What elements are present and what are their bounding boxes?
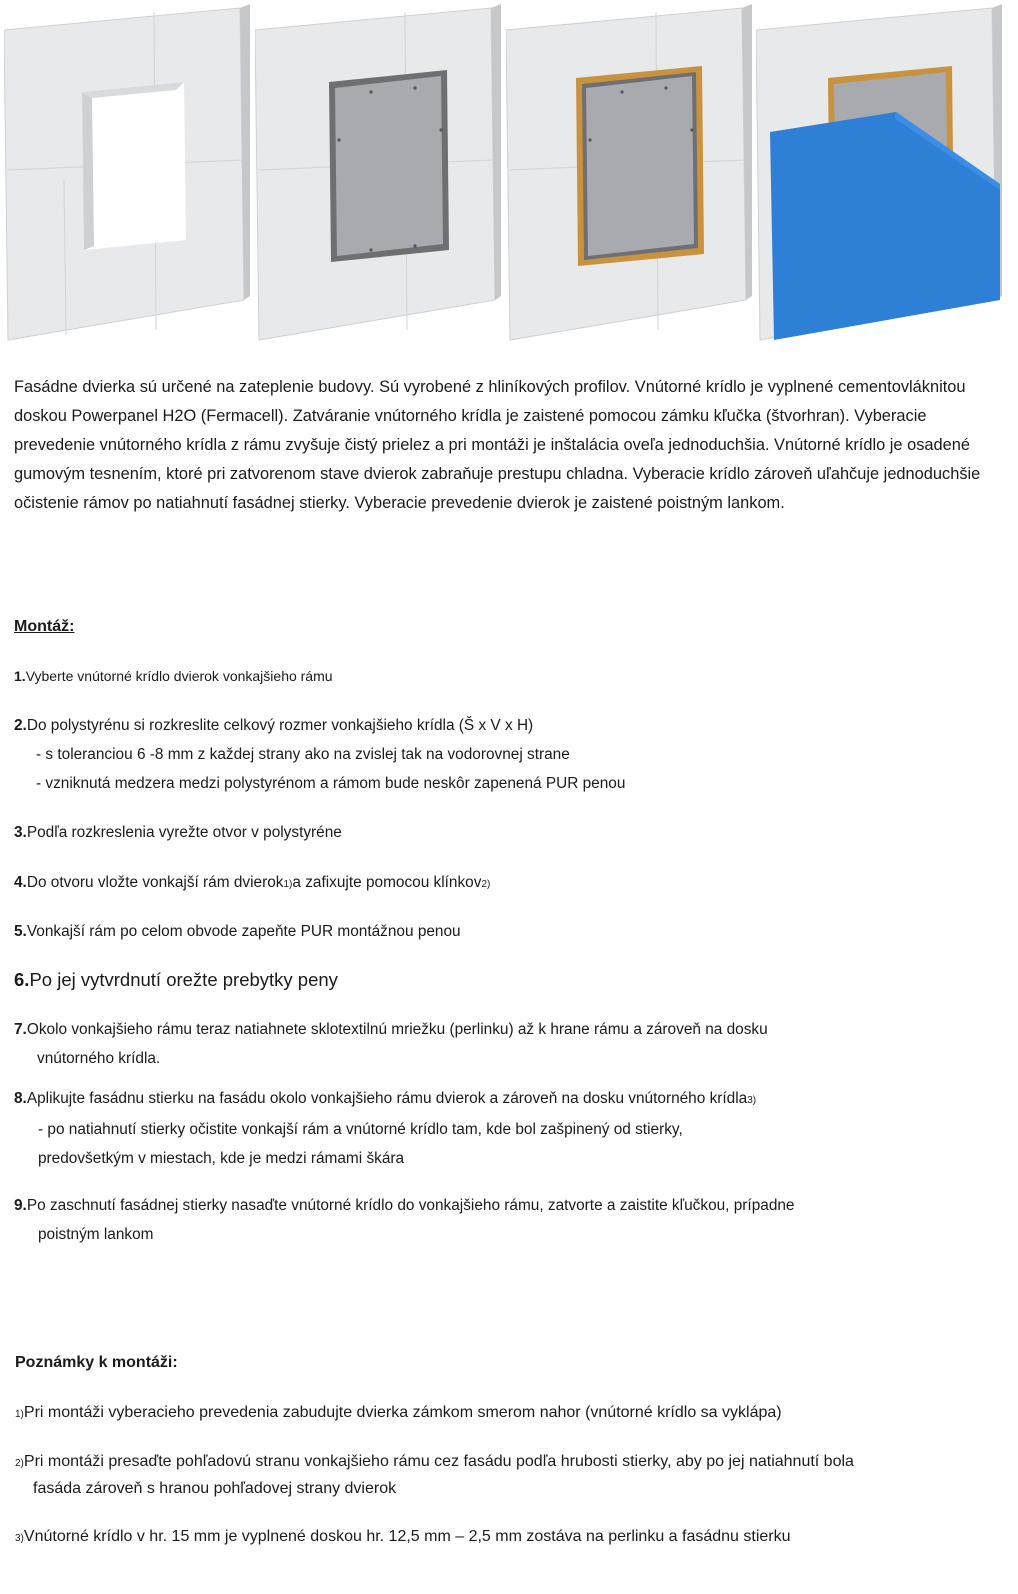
intro-paragraph: Fasádne dvierka sú určené na zateplenie budovy. Sú vyrobené z hliníkových profilov. Vnútorné krídlo je vyplnené cementovláknitou doskou Powerpanel H2O (Fermacell). Zatváranie vnútorného krídla je zaistené pomocou zámku kľučka (štvorhran). Vyberacie prevedenie vnútorného krídla z rámu zvyšuje čistý prielez a pri montáži je inštalácia oveľa jednoduchšia. Vnútorné krídlo je osadené gumovým tesnením, ktoré pri zatvorenom stave dvierok zabraňuje prestupu chladna. Vyberacie krídlo zároveň uľahčuje jednoduchšie očistenie rámov po natiahnutí fasádnej stierky. Vyberacie prevedenie dvierok je zaistené poistným lankom. xyxy=(14,378,981,512)
step-number: 4. xyxy=(14,874,27,891)
step-sub-line: - vzniknutá medzera medzi polystyrénom a rámom bude neskôr zapenená PUR penou xyxy=(36,775,626,792)
footnote-ref: 1) xyxy=(283,879,293,890)
montaz-step-7 xyxy=(14,1015,768,1073)
step-text: Okolo vonkajšieho rámu teraz natiahnete sklotextilnú mriežku (perlinku) až k hrane rámu a zároveň na dosku xyxy=(26,1021,768,1038)
montaz-step-9 xyxy=(14,1191,795,1249)
step-sub-line: vnútorného krídla. xyxy=(37,1050,161,1067)
note-text: Vnútorné krídlo v hr. 15 mm je vyplnené doskou hr. 12,5 mm – 2,5 mm zostáva na perlinku a fasádnu stierku xyxy=(23,1528,791,1545)
footnote-ref: 2) xyxy=(481,879,491,890)
step-text: Do otvoru vložte vonkajší rám dvierok xyxy=(26,874,284,891)
step-text: Vyberte vnútorné krídlo dvierok vonkajšieho rámu xyxy=(25,668,333,684)
step-number: 8. xyxy=(14,1090,27,1107)
montaz-step-4 xyxy=(14,868,490,899)
illustration-step-foam-frame xyxy=(506,0,752,346)
note-index: 3) xyxy=(15,1533,24,1544)
montaz-step-1 xyxy=(14,666,333,686)
step-text: Do polystyrénu si rozkreslite celkový rozmer vonkajšieho krídla (Š x V x H) xyxy=(26,717,534,734)
montaz-heading: Montáž: xyxy=(14,618,75,635)
note-text: Pri montáži presaďte pohľadovú stranu vonkajšieho rámu cez fasádu podľa hrubosti stierky, aby po jej natiahnutí bola xyxy=(23,1453,854,1470)
montaz-step-6 xyxy=(14,966,338,994)
step-number: 9. xyxy=(14,1197,27,1214)
step-number: 2. xyxy=(14,717,27,734)
step-number: 1. xyxy=(14,668,26,684)
note-1 xyxy=(15,1400,782,1427)
step-text: Po jej vytvrdnutí orežte prebytky peny xyxy=(29,969,338,990)
wall-frame-image xyxy=(255,0,501,346)
note-index: 2) xyxy=(15,1458,24,1469)
step-text: Vonkajší rám po celom obvode zapeňte PUR montážnou penou xyxy=(26,923,461,940)
step-text: Aplikujte fasádnu stierku na fasádu okolo vonkajšieho rámu dvierok a zároveň na dosku vnútorného krídla xyxy=(26,1090,748,1107)
note-3 xyxy=(15,1524,791,1551)
note-2 xyxy=(15,1449,854,1501)
step-number: 5. xyxy=(14,923,27,940)
montaz-step-3 xyxy=(14,818,342,847)
step-text: Po zaschnutí fasádnej stierky nasaďte vnútorné krídlo do vonkajšieho rámu, zatvorte a zaistite kľučkou, prípadne xyxy=(26,1197,795,1214)
footnote-ref: 3) xyxy=(747,1095,757,1106)
montaz-step-8 xyxy=(14,1084,756,1173)
step-sub-line: predovšetkým v miestach, kde je medzi rámami škára xyxy=(38,1150,405,1167)
step-text: a zafixujte pomocou klínkov xyxy=(292,874,482,891)
montaz-step-2 xyxy=(14,711,625,798)
step-sub-line: - s toleranciou 6 -8 mm z každej strany ako na zvislej tak na vodorovnej strane xyxy=(36,746,570,763)
illustration-step-insert-frame xyxy=(255,0,501,346)
montaz-step-5 xyxy=(14,917,461,946)
illustration-strip xyxy=(0,0,1018,350)
step-number: 3. xyxy=(14,824,27,841)
wall-plaster-image xyxy=(756,0,1002,346)
wall-foam-image xyxy=(506,0,752,346)
note-index: 1) xyxy=(15,1409,24,1420)
illustration-step-cut-opening xyxy=(4,0,250,346)
wall-opening-image xyxy=(4,0,250,346)
step-sub-line: - po natiahnutí stierky očistite vonkajší rám a vnútorné krídlo tam, kde bol zašpinený od stierky, xyxy=(38,1121,683,1138)
illustration-step-plaster xyxy=(756,0,1002,346)
step-number: 7. xyxy=(14,1021,27,1038)
notes-heading: Poznámky k montáži: xyxy=(15,1354,178,1371)
step-number: 6. xyxy=(14,969,30,990)
note-text-continued: fasáda zároveň s hranou pohľadovej strany dvierok xyxy=(33,1480,397,1497)
step-sub-line: poistným lankom xyxy=(38,1226,154,1243)
note-text: Pri montáži vyberacieho prevedenia zabudujte dvierka zámkom smerom nahor (vnútorné krídlo sa vyklápa) xyxy=(23,1404,782,1421)
step-text: Podľa rozkreslenia vyrežte otvor v polystyréne xyxy=(26,824,342,841)
